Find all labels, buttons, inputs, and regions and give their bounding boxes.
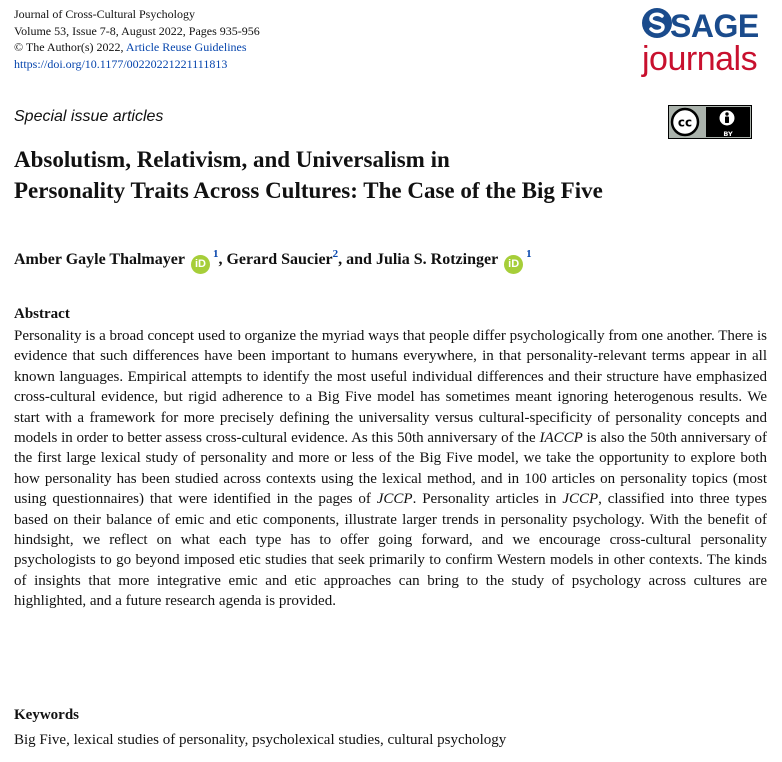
cc-symbol: cc: [677, 115, 693, 130]
cc-by-icon: [668, 105, 752, 139]
orcid-icon[interactable]: iD: [191, 255, 210, 274]
sage-wordmark: SAGE: [670, 8, 759, 44]
affiliation-marker[interactable]: 2: [332, 248, 339, 260]
author-separator: ,: [218, 251, 227, 268]
author-list: [14, 242, 532, 274]
article-title: [14, 144, 754, 206]
title-line-2: Personality Traits Across Cultures: The Case of the Big Five: [14, 178, 603, 203]
abstract-segment: is also the 50th anniversary of the first large lexical study of personality and more or less of the Big Five model, we take the opportunity to explore both how personality has been studied across contexts using the lexical method, and in 100 articles on personality topics (most using questionnaires) that were identified in the pages of: [14, 430, 768, 508]
section-label: Special issue articles: [14, 108, 164, 125]
journals-wordmark: journals: [642, 40, 758, 78]
abstract-segment: , classified into three types based on their balance of emic and etic components, illustrate larger trends in personality psychology. With the benefit of hindsight, we reflect on what each type has to offer going forward, and we encourage cross-cultural personality psychologists to go beyond imposed etic studies that seek primarily to confirm Western models in other contexts. The kinds of insights that more integrative emic and etic approaches can bring to the study of psychology across cultures are highlighted, and a future research agenda is provided.: [14, 491, 768, 610]
author-separator: , and: [338, 251, 376, 268]
abstract-emphasis: IACCP: [539, 430, 583, 447]
doi-link[interactable]: https://doi.org/10.1177/00220221221111813: [14, 56, 228, 71]
doi-line: [14, 56, 260, 73]
volume-info: Volume 53, Issue 7-8, August 2022, Pages 935-956: [14, 23, 260, 38]
by-label: BY: [723, 130, 733, 138]
keywords-list: Big Five, lexical studies of personality, psycholexical studies, cultural psychology: [14, 732, 507, 748]
reuse-guidelines-link[interactable]: Article Reuse Guidelines: [125, 40, 247, 54]
article-metadata: [14, 6, 260, 72]
author-name: Gerard Saucier: [226, 251, 333, 268]
journal-name: Journal of Cross-Cultural Psychology: [14, 7, 195, 21]
sage-s-icon: [640, 6, 674, 40]
affiliation-marker[interactable]: 1: [526, 248, 532, 260]
abstract-text: [14, 326, 767, 612]
author-name: Amber Gayle Thalmayer: [14, 251, 185, 268]
abstract-emphasis: JCCP: [562, 491, 599, 508]
title-line-1: Absolutism, Relativism, and Universalism in: [14, 147, 450, 172]
copyright-line: [14, 39, 260, 56]
affiliation-marker[interactable]: 1: [212, 248, 219, 260]
cc-by-license-badge[interactable]: [668, 105, 752, 144]
abstract-emphasis: JCCP: [376, 491, 413, 508]
abstract-segment: . Personality articles in: [412, 491, 563, 508]
abstract-heading: Abstract: [14, 306, 70, 322]
keywords-heading: Keywords: [14, 707, 79, 723]
orcid-icon[interactable]: iD: [504, 255, 523, 274]
copyright-text: © The Author(s) 2022,: [14, 40, 124, 54]
sage-journals-logo[interactable]: [640, 6, 772, 84]
abstract-segment: Personality is a broad concept used to organize the myriad ways that people differ psychologically from one another. There is evidence that such differences have been important to humans everywhere, in that personality-relevant terms appear in all known languages. Empirical attempts to identify the most useful individual differences and their structure have emphasized cross-cultural evidence, but rigid adherence to a Big Five model has sometimes meant ignoring heterogenous results. We start with a framework for more precisely defining the universality versus cultural-specificity of personality concepts and models in order to better assess cross-cultural evidence. As this 50th anniversary of the: [14, 328, 767, 447]
author-name: Julia S. Rotzinger: [375, 251, 499, 268]
